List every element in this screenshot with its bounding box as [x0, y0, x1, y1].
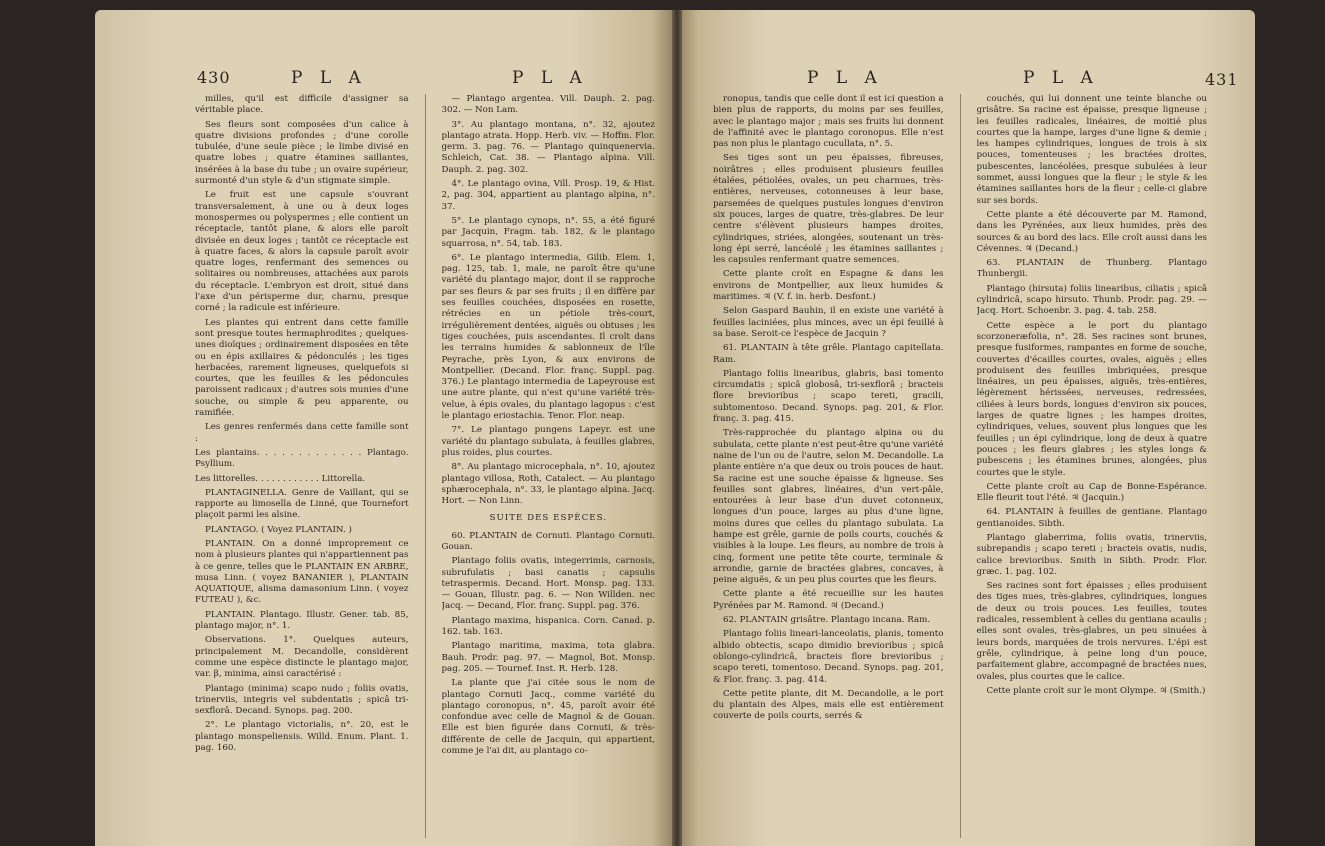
paragraph: Ses racines sont fort épaisses ; elles produisent des tiges nues, très-glabres, cylindriques, longues de deux ou trois pouces. Les feuilles, toutes radicales, ressemblent à celles du gentiana acaulis ; elles sont ovales, très-glabres, un peu sinuées à leurs bords, marquées de trois nervures. L'épi est grêle, cylindrique, à peine long d'un pouce, parfaitement glabre, accompagné de bractées nues, ovales, plus courtes que le calice. — [976, 581, 1207, 682]
paragraph: Cette petite plante, dit M. Decandolle, a le port du plantain des Alpes, mais elle est entièrement couverte de poils courts, serrés & — [713, 688, 944, 722]
paragraph: 2°. Le plantago victorialis, n°. 20, est le plantago monspeliensis. Willd. Enum. Plant. 1. pag. 160. — [195, 720, 409, 754]
paragraph: Cette espèce a le port du plantago scorzoneræfolia, n°. 28. Ses racines sont brunes, presque fusiformes, rampantes en forme de souche, couvertes d'écailles courtes, ovales, aiguës ; elles produisent des feuilles imbriquées, presque linéaires, un peu épaisses, aiguës, très-entières, légèrement hérissées, nerveuses, redressées, ciliées à leurs bords, longues d'environ six pouces, larges de quatre lignes ; les hampes droites, cylindriques, velues, souvent plus longues que les feuilles ; un épi cylindrique, long de deux à quatre pouces ; les fleurs glabres ; les styles longs & pubescens ; les étamines brunes, alongées, plus courtes que le style. — [976, 320, 1207, 478]
right-page-number: 431 — [1205, 70, 1239, 89]
entry-plantain-genus: PLANTAIN. Plantago. Illustr. Gener. tab. 85, plantago major, n°. 1. — [195, 609, 409, 632]
paragraph: Les genres renfermés dans cette famille sont : — [195, 422, 409, 444]
paragraph: couchés, qui lui donnent une teinte blanche ou grisâtre. Sa racine est épaisse, presque ligneuse ; les feuilles radicales, linéaires, de moitié plus courtes que la hampe, larges d'une ligne & demie ; les hampes cylindriques, longues de trois à six pouces, tomenteuses ; les bractées droites, pubescentes, lancéolées, presque subulées à leur sommet, aussi longues que la fleur ; le style & les étamines saillantes hors de la fleur ; celle-ci glabre sur ses bords. — [976, 94, 1207, 206]
right-column-1 — [713, 94, 944, 838]
paragraph: Plantago (hirsuta) foliis linearibus, ciliatis ; spicâ cylindricâ, scapo hirsuto. Thunb. Prodr. pag. 29. — Jacq. Hort. Schoenbr. 3. pag. 4. tab. 258. — [976, 283, 1207, 317]
paragraph: Plantago foliis lineari-lanceolatis, planis, tomento albido obtectis, scapo dimidio brevioribus ; spicâ oblongo-cylindricâ, bracteis flore brevioribus ; scapo tereti, tomentoso. Decand. Synops. pag. 201, & Flor. franç. 3. pag. 414. — [713, 629, 944, 685]
paragraph: Selon Gaspard Bauhin, il en existe une variété à feuilles laciniées, plus minces, avec un épi feuillé à sa base. Seroit-ce l'espèce de Jacquin ? — [713, 306, 944, 339]
paragraph: Plantago foliis linearibus, glabris, basi tomento circumdatis ; spicâ globosâ, tri-sexflorâ ; bracteis flore brevioribus ; scapo tereti, gracili, subtomentoso. Decand. Synops. pag. 201, & Flor. franç. 3. pag. 415. — [713, 368, 944, 425]
paragraph: 3°. Au plantago montana, n°. 32, ajoutez plantago atrata. Hopp. Herb. viv. — Hoffm. Flor. germ. 3. pag. 76. — Plantago quinquenervia. Schleich, Cat. 38. — Plantago alpina. Vill. Dauph. 2. pag. 302. — [441, 119, 655, 175]
section-heading: SUITE DES ESPÈCES. — [489, 513, 607, 524]
entry-plantain-64: 64. PLANTAIN à feuilles de gentiane. Plantago gentianoides. Sibth. — [976, 507, 1207, 529]
paragraph: 5°. Le plantago cynops, n°. 55, a été figuré par Jacquin, Fragm. tab. 182, & le plantago squarrosa, n°. 54, tab. 183. — [441, 215, 655, 249]
paragraph: Le fruit est une capsule s'ouvrant transversalement, à une ou à deux loges monospermes ou polyspermes ; elle contient un réceptacle, tantôt plane, & alors elle paroît divisée en deux loges ; tantôt ce réceptacle est à quatre faces, & alors la capsule paroît avoir quatre loges, renfermant des semences ou solitaires ou nombreuses, attachées aux parois du réceptacle. L'embryon est droit, situé dans l'axe d'un périsperme dur, charnu, presque corné ; la radicule est inférieure. — [195, 190, 409, 314]
paragraph: Cette plante croît sur le mont Olympe. ♃ (Smith.) — [986, 685, 1206, 696]
right-running-head-2: P L A — [1023, 68, 1099, 88]
paragraph: Plantago maritima, maxima, tota glabra. Bauh. Prodr. pag. 97. — Magnol, Bot. Monsp. pag. 205. — Tournef. Inst. R. Herb. 128. — [441, 641, 655, 674]
right-running-head-1: P L A — [807, 68, 883, 88]
paragraph: Ses fleurs sont composées d'un calice à quatre divisions profondes ; d'une corolle tubulée, d'une seule pièce ; le limbe divisé en quatre lobes ; quatre étamines saillantes, insérées à la base du tube ; un ovaire supérieur, surmonté d'un style & d'un stigmate simple. — [195, 119, 409, 187]
paragraph: 4°. Le plantago ovina, Vill. Prosp. 19, & Hist. 2, pag. 304, appartient au plantago alpina, n°. 37. — [441, 179, 655, 212]
paragraph: Les plantes qui entrent dans cette famille sont presque toutes hermaphrodites ; quelques-unes dioïques ; ordinairement disposées en tête ou en épis axillaires & pédonculés ; les tiges herbacées, rarement ligneuses, quelquefois si courtes, que les feuilles & les pédoncules paroissent radicaux ; d'autres sois munies d'une souche, ou simple & peu apparente, ou ramifiée. — [195, 317, 409, 419]
entry-plantain-63: 63. PLANTAIN de Thunberg. Plantago Thunbergii. — [976, 258, 1207, 280]
left-page — [95, 10, 675, 846]
entry-plantain-61: 61. PLANTAIN à tête grêle. Plantago capitellata. Ram. — [713, 343, 944, 365]
entry-plantain: PLANTAIN. On a donné improprement ce nom à plusieurs plantes qui n'appartiennent pas à ce genre, telles que le PLANTAIN EN ARBRE, musa Linn. ( voyez BANANIER ), PLANTAIN AQUATIQUE, alisma damasonium Linn. ( voyez FUTEAU ), &c. — [195, 538, 409, 606]
entry-plantain-60: 60. PLANTAIN de Cornuti. Plantago Cornuti. Gouan. — [441, 530, 655, 552]
entry-plantain-62: 62. PLANTAIN grisâtre. Plantago incana. Ram. — [723, 615, 931, 626]
entry-plantaginella: PLANTAGINELLA. Genre de Vaillant, qui se rapporte au limosella de Linné, que Tournefort plaçoit parmi les alsine. — [195, 487, 409, 521]
paragraph: Cette plante a été recueillie sur les hautes Pyrénées par M. Ramond. ♃ (Decand.) — [713, 589, 944, 611]
paragraph: Très-rapprochée du plantago alpina ou du subulata, cette plante n'est peut-être qu'une variété naine de l'un ou de l'autre, selon M. Decandolle. La plante entière n'a que deux ou trois pouces de haut. Sa racine est une souche épaisse & ligneuse. Ses feuilles sont glabres, linéaires, d'un vert-pâle, entourées à leur base d'un duvet cotonneux, longues d'un pouce, larges au plus d'une ligne, moins dures que celles du plantago subulata. La hampe est grêle, garnie de poils courts, couchés & visibles à la loupe. Les fleurs, au nombre de trois à cinq, forment une petite tête courte, terminale & arrondie, garnie de bractées glabres, concaves, à peine aiguës, & un peu plus courtes que les fleurs. — [713, 428, 944, 586]
paragraph: — Plantago argentea. Vill. Dauph. 2. pag. 302. — Non Lam. — [441, 94, 655, 116]
book-gutter — [672, 10, 682, 846]
paragraph: Plantago foliis ovatis, integerrimis, carnosis, subrufulatis ; basi canatis ; capsulis tetraspermis. Decand. Hort. Monsp. pag. 133. — Gouan, Illustr. pag. 6. — Non Willden. nec Jacq. — Decand, Flor. franç. Suppl. pag. 376. — [441, 556, 655, 612]
paragraph: ronopus, tandis que celle dont il est ici question a bien plus de rapports, du moins par ses feuilles, avec le plantago major ; mais ses fruits lui donnent de l'affinité avec le plantago coronopus. Elle n'est pas non plus le plantago cucullata, n°. 5. — [713, 94, 944, 150]
paragraph: 6°. Le plantago intermedia, Gilib. Elem. 1, pag. 125, tab. 1, male, ne paroît être qu'une variété du plantago major, dont il se rapproche par ses fleurs & par ses fruits ; il en diffère par ses feuilles couchées, disposées en rosette, rétrécies en un pétiole très-court, irrégulièrement dentées, aiguës ou obtuses ; les tiges couchées, puis ascendantes. Il croît dans les terrains humides & sablonneux de l'île Peyrache, près Lyon, & aux environs de Montpellier. (Decand. Flor. franç. Suppl. pag. 376.) Le plantago intermedia de Lapeyrouse est une autre plante, qui n'est qu'une variété très-velue, à épis ovales, du plantago lagopus : c'est le plantago eriostachia. Tenor. Flor. neap. — [441, 252, 655, 422]
right-column-2 — [977, 94, 1208, 838]
genre-littorelles: Les littorelles. . . . . . . . . . . . Littorella. — [195, 473, 366, 484]
paragraph: Observations. 1°. Quelques auteurs, principalement M. Decandolle, considèrent comme une espèce distincte le plantago major, var. β, minima, ainsi caractérisé : — [195, 635, 409, 680]
paragraph: Plantago glaberrima, foliis ovatis, trinerviis, subrepandis ; scapo tereti ; bracteis ovatis, nudis, calice brevioribus. Smith in Sibth. Prodr. Flor. græc. 1. pag. 102. — [976, 532, 1207, 577]
paragraph: Plantago maxima, hispanica. Corn. Canad. p. 162. tab. 163. — [441, 615, 655, 638]
column-rule — [960, 94, 961, 838]
left-column-2 — [442, 94, 656, 838]
left-page-number: 430 — [197, 68, 231, 87]
paragraph: Cette plante croît en Espagne & dans les environs de Montpellier, aux lieux humides & maritimes. ♃ (V. f. in. herb. Desfont.) — [713, 269, 944, 303]
paragraph: Cette plante croît au Cap de Bonne-Espérance. Elle fleurit tout l'été. ♃ (Jacquin.) — [976, 481, 1207, 504]
left-running-head-1: P L A — [291, 68, 367, 88]
left-running-head-2: P L A — [512, 68, 588, 88]
column-rule — [425, 94, 426, 838]
paragraph: milles, qu'il est difficile d'assigner sa véritable place. — [195, 94, 409, 116]
right-page — [675, 10, 1255, 846]
genre-plantains: Les plantains. . . . . . . . . . . . . Plantago. Psyllium. — [195, 447, 409, 470]
left-column-1 — [195, 94, 409, 838]
paragraph: 7°. Le plantago pungens Lapeyr. est une variété du plantago subulata, à feuilles glabres, plus roides, plus courtes. — [441, 425, 655, 458]
paragraph: Cette plante a été découverte par M. Ramond, dans les Pyrénées, aux lieux humides, près des sources & au bord des lacs. Elle croît aussi dans les Cévennes. ♃ (Decand.) — [976, 209, 1207, 254]
paragraph: Plantago (minima) scapo nudo ; foliis ovatis, trinerviis, integris vel subdentatis ; spicâ tri-sexflorâ. Decand. Synops. pag. 200. — [195, 683, 409, 717]
paragraph: La plante que j'ai citée sous le nom de plantago Cornuti Jacq., comme variété du plantago coronopus, n°. 45, paroît avoir été confondue avec celle de Magnol & de Gouan. Elle est bien figurée dans Cornuti, & très-différente de celle de Jacquin, qui appartient, comme je l'ai dit, au plantago co- — [441, 678, 655, 757]
paragraph: Ses tiges sont un peu épaisses, fibreuses, noirâtres ; elles produisent plusieurs feuilles étalées, pétiolées, ovales, un peu charnues, très-entières, nerveuses, cotonneuses à leur base, parsemées de quelques pustules longues d'environ six pouces, larges de quatre, très-glabres. De leur centre s'élèvent plusieurs hampes droites, cylindriques, striées, alongées, soutenant un très-long épi serré, lancéolé ; les étamines saillantes ; les capsules renfermant quatre semences. — [713, 153, 944, 266]
entry-plantago: PLANTAGO. ( Voyez PLANTAIN. ) — [205, 524, 352, 535]
paragraph: 8°. Au plantago microcephala, n°. 10, ajoutez plantago villosa, Roth, Catalect. — Au plantago sphærocephala, n°. 33, le plantago alpina. Jacq. Hort. — Non Linn. — [441, 462, 655, 507]
